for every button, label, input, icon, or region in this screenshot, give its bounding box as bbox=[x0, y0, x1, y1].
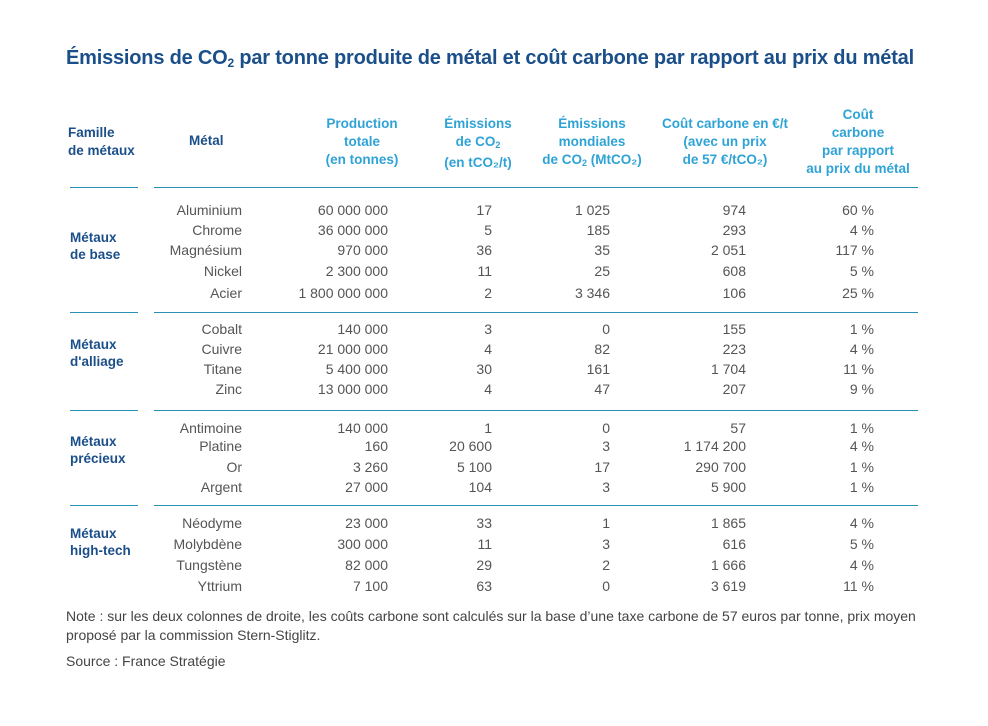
table-row: Zinc 13 000 000 4 47 207 9 % bbox=[215, 381, 874, 397]
source: Source : France Stratégie bbox=[66, 653, 226, 669]
table-row: Molybdène 300 000 11 3 616 5 % bbox=[173, 536, 874, 552]
header-rule-famille bbox=[70, 187, 138, 188]
header-cout-carbone: Coût carbone en €/t (avec un prix de 57 €/tCO₂) bbox=[661, 116, 788, 167]
table-row: Or 3 260 5 100 17 290 700 1 % bbox=[226, 459, 874, 475]
header-ratio-prix: Coût carbone par rapport au prix du métal bbox=[806, 107, 910, 176]
family-label-alliage: Métaux d'alliage bbox=[70, 337, 124, 369]
table-row: Magnésium 970 000 36 35 2 051 117 % bbox=[169, 242, 874, 258]
header-famille: Famille de métaux bbox=[68, 125, 135, 158]
group-rule-famille bbox=[70, 505, 138, 506]
footnote: Note : sur les deux colonnes de droite, les coûts carbone sont calculés sur la base d’une taxe carbone de 57 euros par tonne, prix moyen proposé par la commission Stern-Stiglitz. bbox=[66, 608, 916, 643]
page-title: Émissions de $CO_2$ par tonne produite de métal et coût carbone par rapport au prix du métal bbox=[66, 47, 914, 70]
group-rule-table bbox=[154, 312, 918, 313]
header-metal: Métal bbox=[189, 133, 224, 148]
header-emissions: Émissions de $CO_2$ (en tCO₂/t) bbox=[444, 116, 512, 170]
table-row: Cobalt 140 000 3 0 155 1 % bbox=[201, 321, 874, 337]
table-row: Cuivre 21 000 000 4 82 223 4 % bbox=[201, 341, 874, 357]
table-row: Antimoine 140 000 1 0 57 1 % bbox=[179, 420, 874, 436]
header-rule-table bbox=[154, 187, 918, 188]
group-rule-table bbox=[154, 505, 918, 506]
group-rule-famille bbox=[70, 312, 138, 313]
table-row: Yttrium 7 100 63 0 3 619 11 % bbox=[197, 578, 874, 594]
table-row: Aluminium 60 000 000 17 1 025 974 60 % bbox=[176, 202, 874, 218]
family-label-precieux: Métaux précieux bbox=[70, 434, 126, 466]
family-label-high-tech: Métaux high-tech bbox=[70, 526, 131, 558]
table-row: Tungstène 82 000 29 2 1 666 4 % bbox=[176, 557, 874, 573]
family-label-base: Métaux de base bbox=[70, 230, 121, 262]
table-row: Chrome 36 000 000 5 185 293 4 % bbox=[192, 222, 874, 238]
table-row: Platine 160 20 600 3 1 174 200 4 % bbox=[199, 438, 874, 454]
group-rule-famille bbox=[70, 410, 138, 411]
header-production: Production totale (en tonnes) bbox=[325, 116, 399, 167]
group-rule-table bbox=[154, 410, 918, 411]
header-emissions-mondiales: Émissions mondiales de $CO_2$ (MtCO₂) bbox=[542, 116, 642, 168]
table-row: Acier 1 800 000 000 2 3 346 106 25 % bbox=[210, 285, 874, 301]
table-row: Argent 27 000 104 3 5 900 1 % bbox=[200, 479, 874, 495]
table-row: Nickel 2 300 000 11 25 608 5 % bbox=[203, 263, 874, 279]
table-row: Néodyme 23 000 33 1 1 865 4 % bbox=[182, 515, 874, 531]
table-row: Titane 5 400 000 30 161 1 704 11 % bbox=[203, 361, 874, 377]
